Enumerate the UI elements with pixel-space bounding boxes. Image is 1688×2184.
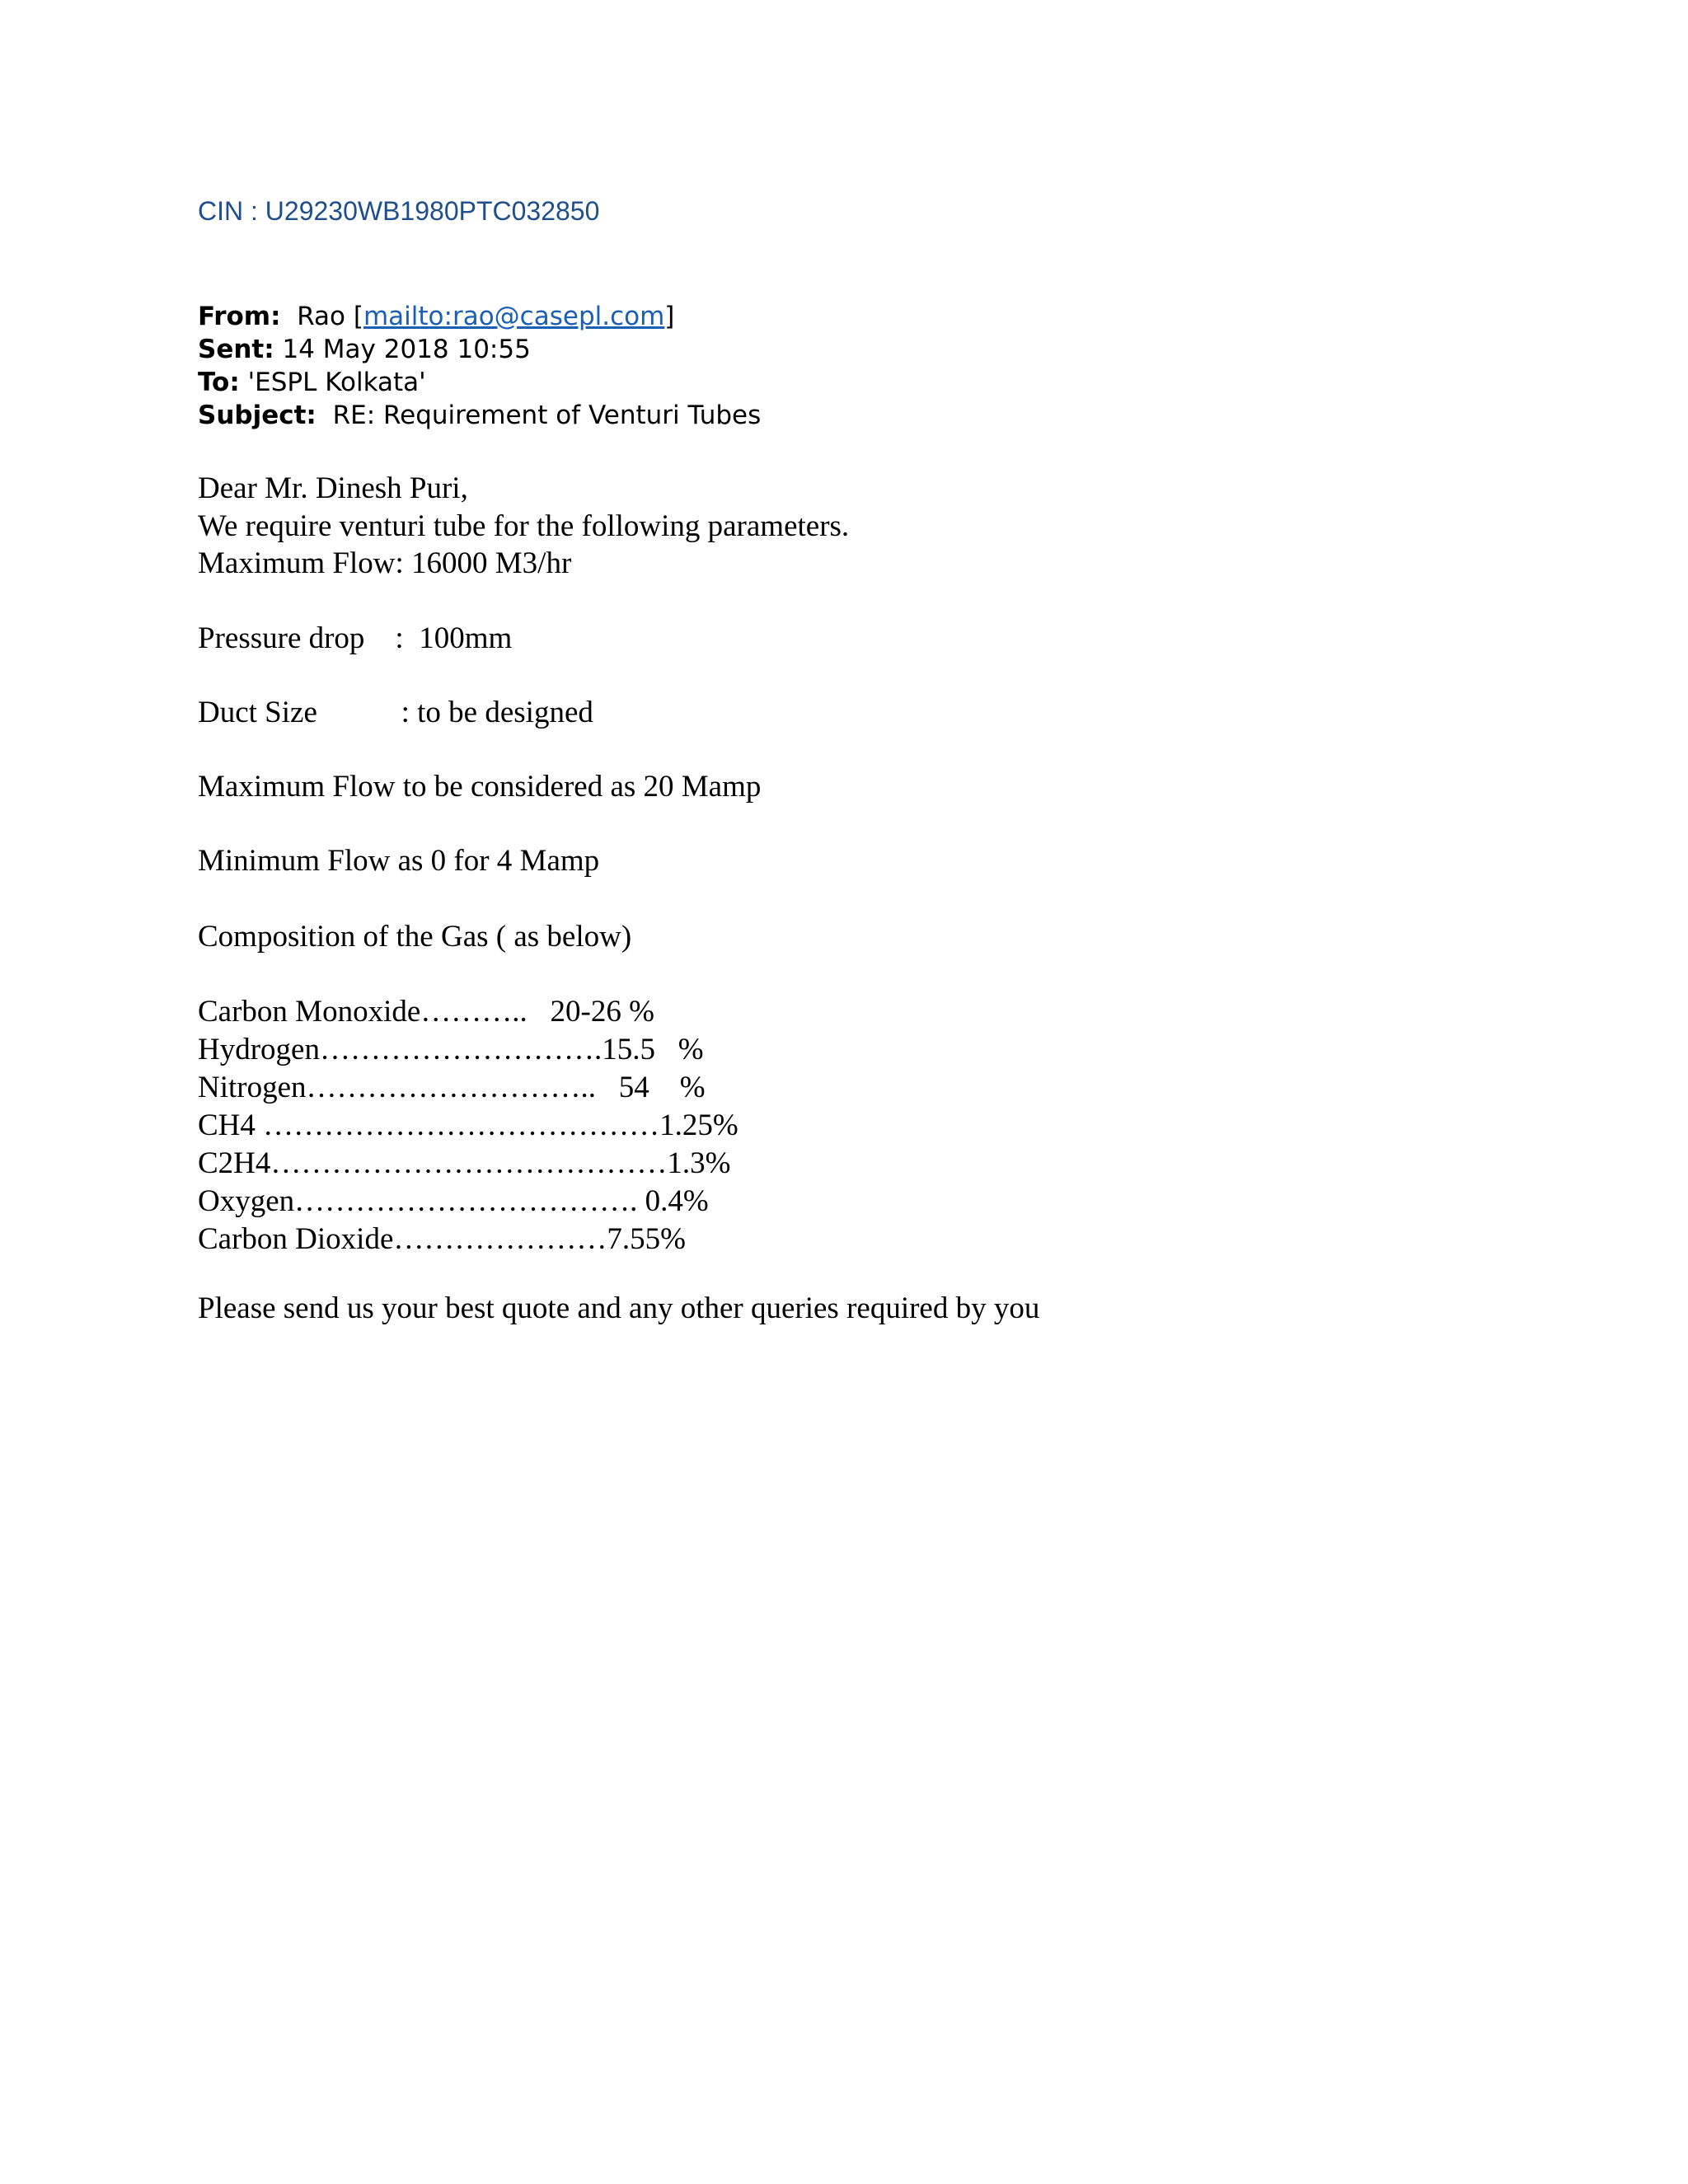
from-line: From: Rao [mailto:rao@casepl.com] xyxy=(198,302,675,331)
from-email-link[interactable]: mailto:rao@casepl.com xyxy=(363,302,665,331)
gas-composition-list xyxy=(198,993,738,1258)
from-name: Rao xyxy=(297,302,346,331)
greeting: Dear Mr. Dinesh Puri, xyxy=(198,471,468,505)
min-flow-line: Minimum Flow as 0 for 4 Mamp xyxy=(198,844,600,878)
cin-number: CIN : U29230WB1980PTC032850 xyxy=(198,196,600,226)
to-line xyxy=(198,366,761,399)
gas-item-c2h4: C2H4…………………………………1.3% xyxy=(198,1146,731,1180)
sent-label: Sent: xyxy=(198,335,274,364)
sent-line xyxy=(198,333,761,366)
max-flow-consider-line: Maximum Flow to be considered as 20 Mamp xyxy=(198,770,762,804)
subject-line xyxy=(198,399,761,432)
subject-value: RE: Requirement of Venturi Tubes xyxy=(332,401,762,430)
subject-label: Subject: xyxy=(198,401,316,430)
to-label: To: xyxy=(198,368,240,397)
closing-line: Please send us your best quote and any other queries required by you xyxy=(198,1291,1040,1325)
gas-item-oxygen: Oxygen……………………………. 0.4% xyxy=(198,1184,709,1218)
composition-heading: Composition of the Gas ( as below) xyxy=(198,920,632,954)
gas-item-carbon-monoxide: Carbon Monoxide……….. 20-26 % xyxy=(198,995,654,1029)
duct-size-line: Duct Size : to be designed xyxy=(198,696,593,729)
pressure-drop-line: Pressure drop : 100mm xyxy=(198,621,513,655)
gas-item-nitrogen: Nitrogen……………………….. 54 % xyxy=(198,1071,706,1104)
gas-item-hydrogen: Hydrogen……………………….15.5 % xyxy=(198,1033,704,1066)
to-value: 'ESPL Kolkata' xyxy=(247,368,426,397)
max-flow-line: Maximum Flow: 16000 M3/hr xyxy=(198,546,572,580)
email-header xyxy=(198,300,761,432)
sent-value: 14 May 2018 10:55 xyxy=(282,335,531,364)
gas-item-carbon-dioxide: Carbon Dioxide…………………7.55% xyxy=(198,1222,686,1256)
intro-line: We require venturi tube for the following parameters. xyxy=(198,509,850,543)
gas-item-ch4: CH4 …………………………………1.25% xyxy=(198,1108,738,1142)
from-label: From: xyxy=(198,302,281,331)
